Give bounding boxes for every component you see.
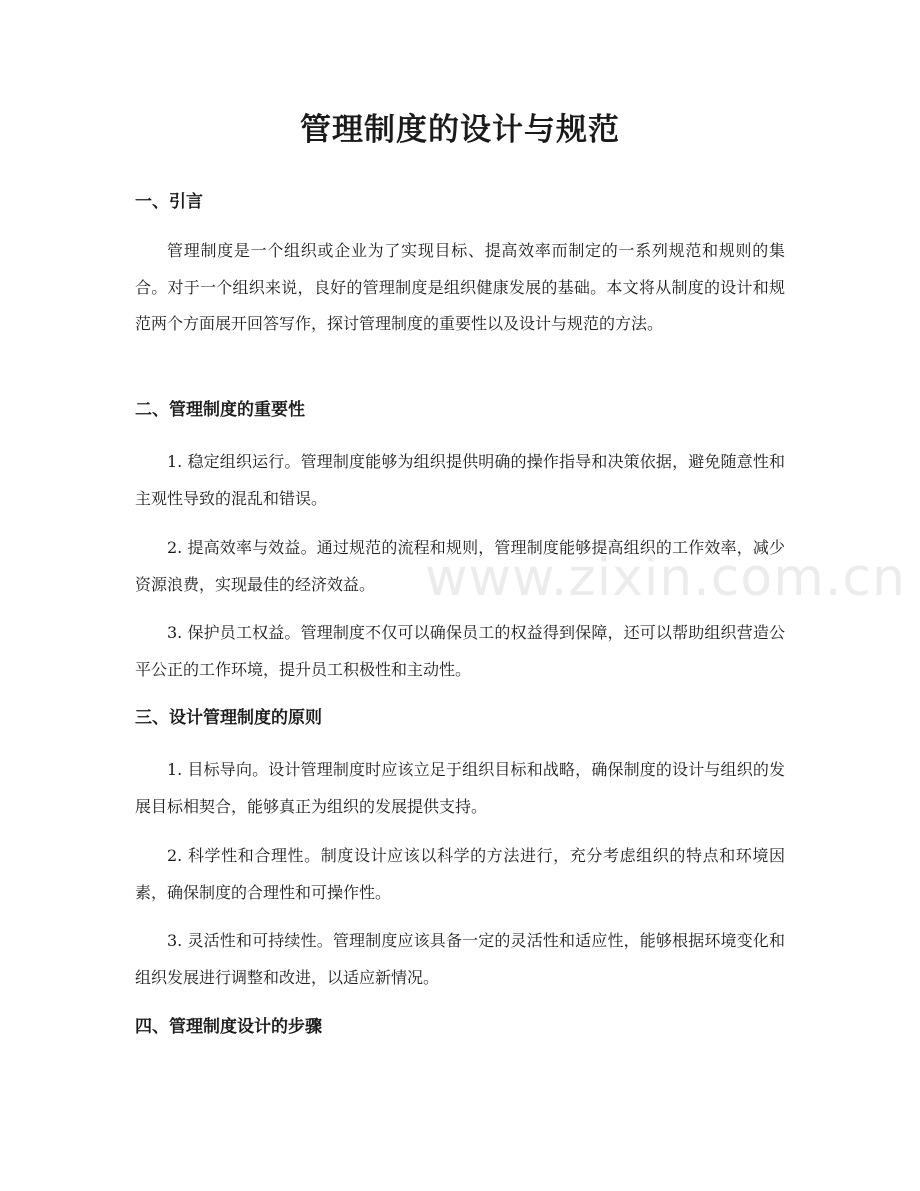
section-heading-importance: 二、管理制度的重要性 [135, 400, 305, 420]
paragraph-principles-3: 3. 灵活性和可持续性。管理制度应该具备一定的灵活性和适应性，能够根据环境变化和组织发展进行调整和改进，以适应新情况。 [135, 931, 785, 987]
paragraph-principles-2: 2. 科学性和合理性。制度设计应该以科学的方法进行，充分考虑组织的特点和环境因素，确保制度的合理性和可操作性。 [135, 846, 785, 902]
paragraph-principles-1: 1. 目标导向。设计管理制度时应该立足于组织目标和战略，确保制度的设计与组织的发展目标相契合，能够真正为组织的发展提供支持。 [135, 760, 785, 816]
paragraph-intro: 管理制度是一个组织或企业为了实现目标、提高效率而制定的一系列规范和规则的集合。对于一个组织来说，良好的管理制度是组织健康发展的基础。本文将从制度的设计和规范两个方面展开回答写作，探讨管理制度的重要性以及设计与规范的方法。 [135, 241, 785, 333]
section-heading-intro: 一、引言 [135, 192, 203, 212]
section-heading-steps: 四、管理制度设计的步骤 [135, 1017, 322, 1037]
watermark: www.zixin.com.cn [425, 548, 906, 608]
paragraph-importance-2: 2. 提高效率与效益。通过规范的流程和规则，管理制度能够提高组织的工作效率，减少资源浪费，实现最佳的经济效益。 [135, 538, 785, 594]
paragraph-importance-3: 3. 保护员工权益。管理制度不仅可以确保员工的权益得到保障，还可以帮助组织营造公平公正的工作环境，提升员工积极性和主动性。 [135, 623, 785, 679]
document-title: 管理制度的设计与规范 [300, 112, 620, 148]
paragraph-importance-1: 1. 稳定组织运行。管理制度能够为组织提供明确的操作指导和决策依据，避免随意性和主观性导致的混乱和错误。 [135, 452, 785, 508]
section-heading-principles: 三、设计管理制度的原则 [135, 708, 322, 728]
